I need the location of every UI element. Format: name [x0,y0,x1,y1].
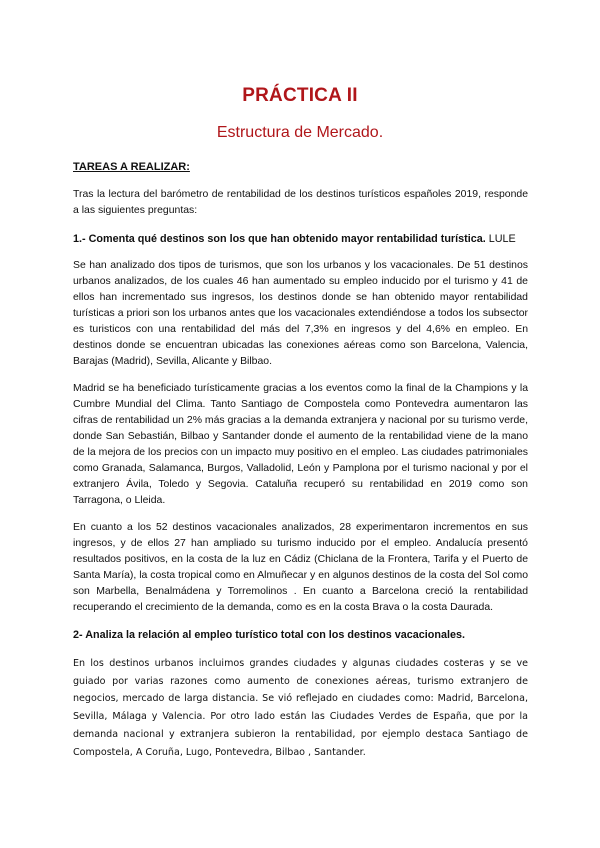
answer-2-paragraph: En los destinos urbanos incluimos grandes ciudades y algunas ciudades costeras y se ve guiado por varias razones como aumento de conexiones aéreas, turismo extranjero de negocios, mercado de larga distancia. Se vió reflejado en ciudades como: Madrid, Barcelona, Sevilla, Málaga y Valencia. Por otro lado están las Ciudades Verdes de España, que por la demanda nacional y extranjera subieron la rentabilidad, por ejemplo destaca Santiago de Compostela, A Coruña, Lugo, Pontevedra, Bilbao , Santander. [73,658,528,758]
question-2 [73,627,528,643]
intro-paragraph: Tras la lectura del barómetro de rentabilidad de los destinos turísticos españoles 2019, responde a las siguientes preguntas: [73,189,528,216]
question-1-text: 1.- Comenta qué destinos son los que han obtenido mayor rentabilidad turística. [73,233,486,245]
document-subtitle: Estructura de Mercado. [216,124,384,141]
document-body [73,160,528,761]
answer-1-paragraph-1: Se han analizado dos tipos de turismos, que son los urbanos y los vacacionales. De 51 destinos urbanos analizados, de los cuales 46 han aumentado su empleo inducido por el turismo y 41 de ellos han incrementado sus ingresos, los destinos donde se han obtenido mayor rentabilidad turísticas a priori son los urbanos antes que los vacacionales extendiéndose a todos los subsector es turisticos con una rentabilidad del más del 7,3% en ingresos y del 4,6% en empleo. En destinos donde se encuentran ubicadas las conexiones aéreas como son Barcelona, Valencia, Barajas (Madrid), Sevilla, Alicante y Bilbao. [73,260,528,367]
tasks-heading: TAREAS A REALIZAR: [73,161,190,173]
question-1-tag: LULE [488,233,516,245]
question-1 [73,231,528,247]
answer-1-paragraph-2: Madrid se ha beneficiado turísticamente gracias a los eventos como la final de la Champions y la Cumbre Mundial del Clima. Tanto Santiago de Compostela como Pontevedra aumentaron las cifras de rentabilidad un 2% más gracias a la demanda extranjera y nacional por su turismo verde, donde San Sebastián, Bilbao y Santander donde el aumento de la rentabilidad viene de la mano de la mejora de los precios con un impacto muy positivo en el empleo. Las ciudades patrimoniales como Granada, Salamanca, Burgos, Valladolid, León y Pamplona por el turismo nacional y por el extranjero Ávila, Toledo y Segovia. Cataluña recuperó su rentabilidad en 2019 como son Tarragona, o Lleida. [73,383,528,506]
answer-1-paragraph-3: En cuanto a los 52 destinos vacacionales analizados, 28 experimentaron incrementos en sus ingresos, y de ellos 27 han ampliado su turismo inducido por el empleo. Andalucía presentó resultados positivos, en la costa de la luz en Cádiz (Chiclana de la Frontera, Tarifa y el Puerto de Santa María), la costa tropical como en Almuñecar y en algunos destinos de la costa del Sol como son Marbella, Benalmádena y Torremolinos . En cuanto a Barcelona creció la rentabilidad recuperando el crecimiento de la demanda, como es en la costa Brava o la costa Daurada. [73,522,528,613]
document-title: PRÁCTICA II [242,85,358,106]
question-2-text: 2- Analiza la relación al empleo turístico total con los destinos vacacionales. [73,629,466,641]
